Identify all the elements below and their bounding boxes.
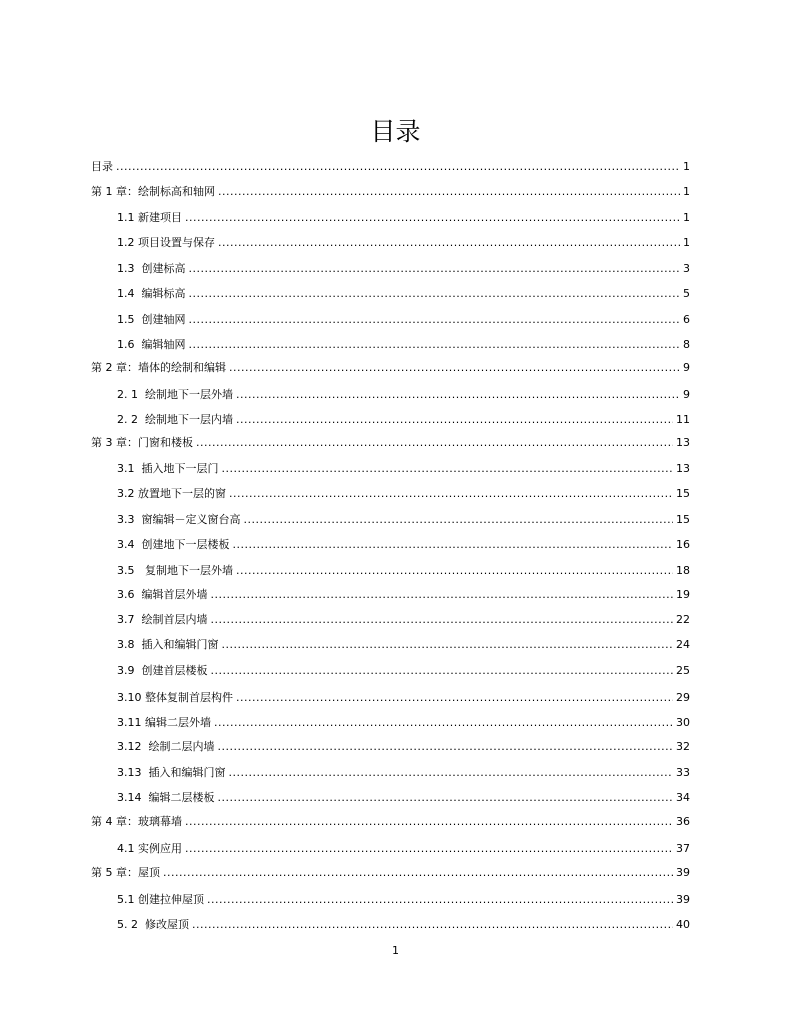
toc-entry[interactable] <box>0 688 791 708</box>
toc-entry-label: 3.10 整体复制首层构件 <box>117 691 233 704</box>
toc-entry-label: 3.7 绘制首层内墙 <box>117 613 208 626</box>
toc-entry-label: 1.2 项目设置与保存 <box>117 236 215 249</box>
toc-entry-label: 3.14 编辑二层楼板 <box>117 791 215 804</box>
toc-entry[interactable] <box>0 310 791 330</box>
toc-entry-label: 第 5 章：屋顶 <box>91 866 160 879</box>
toc-entry-label: 1.3 创建标高 <box>117 262 186 275</box>
toc-dot-leader <box>189 259 681 279</box>
toc-dot-leader <box>189 310 681 330</box>
toc-entry-label: 1.4 编辑标高 <box>117 287 186 300</box>
toc-dot-leader <box>207 890 673 910</box>
toc-dot-leader <box>236 688 673 708</box>
toc-entry-page: 22 <box>676 613 690 626</box>
toc-entry-label: 3.1 插入地下一层门 <box>117 462 219 475</box>
toc-entry-page: 1 <box>683 185 690 198</box>
toc-entry-page: 39 <box>676 893 690 906</box>
toc-dot-leader <box>185 208 680 228</box>
toc-entry-label: 3.5 复制地下一层外墙 <box>117 564 233 577</box>
toc-dot-leader <box>196 433 673 453</box>
toc-entry[interactable] <box>0 459 791 479</box>
toc-entry-page: 8 <box>683 338 690 351</box>
toc-entry-page: 18 <box>676 564 690 577</box>
toc-entry[interactable] <box>0 788 791 808</box>
toc-entry-page: 19 <box>676 588 690 601</box>
toc-dot-leader <box>185 839 673 859</box>
toc-entry[interactable] <box>0 863 791 883</box>
toc-dot-leader <box>233 535 674 555</box>
toc-dot-leader <box>211 585 674 605</box>
toc-dot-leader <box>189 335 681 355</box>
toc-entry-page: 30 <box>676 716 690 729</box>
toc-dot-leader <box>211 610 674 630</box>
toc-dot-leader <box>218 233 680 253</box>
toc-entry[interactable] <box>0 535 791 555</box>
toc-entry-page: 37 <box>676 842 690 855</box>
toc-entry-page: 32 <box>676 740 690 753</box>
toc-entry-page: 33 <box>676 766 690 779</box>
toc-entry[interactable] <box>0 890 791 910</box>
toc-entry[interactable] <box>0 335 791 355</box>
toc-entry[interactable] <box>0 812 791 832</box>
toc-entry-label: 3.6 编辑首层外墙 <box>117 588 208 601</box>
toc-entry[interactable] <box>0 737 791 757</box>
toc-dot-leader <box>163 863 673 883</box>
toc-dot-leader <box>236 410 673 430</box>
toc-entry-label: 3.13 插入和编辑门窗 <box>117 766 226 779</box>
toc-dot-leader <box>236 385 680 405</box>
toc-entry-label: 1.6 编辑轴网 <box>117 338 186 351</box>
toc-entry[interactable] <box>0 208 791 228</box>
toc-dot-leader <box>236 561 673 581</box>
toc-entry-page: 11 <box>676 413 690 426</box>
toc-entry-label: 3.2 放置地下一层的窗 <box>117 487 226 500</box>
toc-entry-label: 3.3 窗编辑－定义窗台高 <box>117 513 241 526</box>
toc-entry-page: 39 <box>676 866 690 879</box>
toc-entry-page: 9 <box>683 388 690 401</box>
toc-entry-label: 1.1 新建项目 <box>117 211 182 224</box>
toc-entry-page: 3 <box>683 262 690 275</box>
toc-entry[interactable] <box>0 510 791 530</box>
toc-entry-label: 3.8 插入和编辑门窗 <box>117 638 219 651</box>
toc-entry-label: 目录 <box>91 160 113 173</box>
toc-entry[interactable] <box>0 358 791 378</box>
toc-entry-page: 6 <box>683 313 690 326</box>
toc-title: 目录 <box>370 117 421 146</box>
toc-entry-page: 1 <box>683 211 690 224</box>
toc-entry[interactable] <box>0 385 791 405</box>
toc-entry[interactable] <box>0 433 791 453</box>
toc-entry-page: 5 <box>683 287 690 300</box>
toc-entry-label: 5.1 创建拉伸屋顶 <box>117 893 204 906</box>
toc-entry-label: 5. 2 修改屋顶 <box>117 918 189 931</box>
page-number: 1 <box>392 944 399 957</box>
toc-entry[interactable] <box>0 561 791 581</box>
toc-entry[interactable] <box>0 585 791 605</box>
toc-entry-page: 25 <box>676 664 690 677</box>
toc-entry[interactable] <box>0 410 791 430</box>
toc-dot-leader <box>229 763 674 783</box>
toc-entry-page: 1 <box>683 236 690 249</box>
toc-dot-leader <box>222 459 674 479</box>
toc-dot-leader <box>218 737 674 757</box>
toc-entry-label: 3.11 编辑二层外墙 <box>117 716 211 729</box>
toc-entry-label: 4.1 实例应用 <box>117 842 182 855</box>
toc-entry[interactable] <box>0 713 791 733</box>
toc-entry-page: 16 <box>676 538 690 551</box>
toc-dot-leader <box>218 182 680 202</box>
toc-entry-label: 第 2 章：墙体的绘制和编辑 <box>91 361 226 374</box>
toc-entry[interactable] <box>0 182 791 202</box>
toc-entry-page: 9 <box>683 361 690 374</box>
toc-dot-leader <box>244 510 674 530</box>
toc-entry-page: 36 <box>676 815 690 828</box>
toc-entry-label: 第 1 章：绘制标高和轴网 <box>91 185 215 198</box>
toc-dot-leader <box>189 284 681 304</box>
toc-entry-page: 15 <box>676 487 690 500</box>
toc-entry-label: 3.4 创建地下一层楼板 <box>117 538 230 551</box>
toc-dot-leader <box>192 915 673 935</box>
toc-entry[interactable] <box>0 284 791 304</box>
toc-entry[interactable] <box>0 259 791 279</box>
toc-entry-page: 15 <box>676 513 690 526</box>
toc-entry[interactable] <box>0 661 791 681</box>
toc-entry[interactable] <box>0 610 791 630</box>
toc-entry[interactable] <box>0 839 791 859</box>
toc-entry-label: 第 3 章：门窗和楼板 <box>91 436 193 449</box>
toc-entry-label: 3.12 绘制二层内墙 <box>117 740 215 753</box>
toc-dot-leader <box>229 484 673 504</box>
toc-entry-label: 3.9 创建首层楼板 <box>117 664 208 677</box>
toc-entry-page: 13 <box>676 436 690 449</box>
toc-entry[interactable] <box>0 915 791 935</box>
toc-entry-page: 1 <box>683 160 690 173</box>
toc-dot-leader <box>211 661 674 681</box>
toc-entry-label: 1.5 创建轴网 <box>117 313 186 326</box>
toc-dot-leader <box>218 788 674 808</box>
toc-dot-leader <box>229 358 680 378</box>
toc-entry-page: 24 <box>676 638 690 651</box>
toc-entry-label: 2. 2 绘制地下一层内墙 <box>117 413 233 426</box>
toc-entry-page: 40 <box>676 918 690 931</box>
toc-entry-page: 29 <box>676 691 690 704</box>
toc-entry-page: 34 <box>676 791 690 804</box>
toc-dot-leader <box>214 713 673 733</box>
toc-entry-label: 第 4 章：玻璃幕墙 <box>91 815 182 828</box>
toc-entry-label: 2. 1 绘制地下一层外墙 <box>117 388 233 401</box>
toc-entry-page: 13 <box>676 462 690 475</box>
toc-entry[interactable] <box>0 484 791 504</box>
toc-entry[interactable] <box>0 635 791 655</box>
toc-entry[interactable] <box>0 763 791 783</box>
toc-dot-leader <box>222 635 674 655</box>
toc-entry[interactable] <box>0 157 791 177</box>
toc-entry[interactable] <box>0 233 791 253</box>
toc-dot-leader <box>185 812 673 832</box>
toc-dot-leader <box>116 157 680 177</box>
